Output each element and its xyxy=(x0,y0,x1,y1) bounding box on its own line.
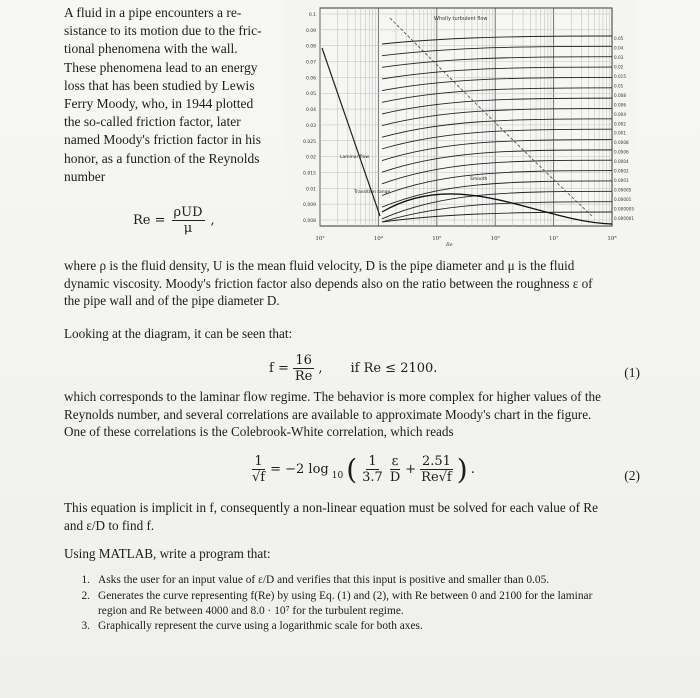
intro-paragraph xyxy=(64,4,282,186)
eq2-number: (2) xyxy=(624,468,640,483)
eq2-lhs-numerator: 1 xyxy=(254,454,263,469)
eq2-close-paren: ) xyxy=(456,452,468,486)
right-tick-label: 0.006 xyxy=(614,102,626,108)
x-tick-label: 10⁴ xyxy=(373,236,384,242)
y-tick-label: 0.08 xyxy=(305,44,316,50)
eq2-term1-denominator: 3.7 xyxy=(362,470,383,485)
eq1-denominator: Re xyxy=(294,369,313,384)
region-label: Smooth xyxy=(470,177,488,182)
x-tick-label: 10⁸ xyxy=(607,236,617,242)
right-tick-label: 0.02 xyxy=(614,64,624,70)
right-tick-label: 0.0004 xyxy=(614,159,629,165)
eq1-condition: if Re ≤ 2100. xyxy=(350,361,438,376)
eq2-log: = −2 log xyxy=(270,462,329,477)
paragraph-line: One of these correlations is the Colebrook-White correlation, which reads xyxy=(64,424,454,440)
intro-line: sistance to its motion due to the fric- xyxy=(64,23,262,39)
y-tick-label: 0.07 xyxy=(305,60,316,66)
intro-line: Ferry Moody, who, in 1944 plotted xyxy=(64,96,254,112)
region-label: Laminar flow xyxy=(340,155,370,160)
re-fraction xyxy=(172,205,205,236)
paragraph-matlab-intro: Using MATLAB, write a program that: xyxy=(64,546,271,561)
task-list xyxy=(64,573,624,635)
eq2-log-base: 10 xyxy=(331,470,344,481)
paragraph-line: the pipe wall and of the pipe diameter D. xyxy=(64,293,280,309)
right-tick-label: 0.0001 xyxy=(614,178,629,184)
equation-2 xyxy=(64,454,640,496)
paragraph-implicit xyxy=(64,499,642,534)
y-tick-label: 0.05 xyxy=(305,92,316,98)
chart-header-label: Wholly turbulent flow xyxy=(434,16,488,22)
right-tick-label: 0.0008 xyxy=(614,140,629,146)
y-tick-label: 0.04 xyxy=(305,108,316,114)
list-item-text: Graphically represent the curve using a logarithmic scale for both axes. xyxy=(98,620,423,633)
right-tick-label: 0.05 xyxy=(614,36,624,41)
y-tick-label: 0.09 xyxy=(305,28,316,34)
eq2-term1-numerator: 1 xyxy=(368,454,377,469)
eq2-term2-fraction xyxy=(419,454,454,485)
right-tick-label: 0.008 xyxy=(614,92,626,98)
list-item xyxy=(64,573,624,588)
right-tick-label: 0.00005 xyxy=(614,187,632,193)
list-item-text: Generates the curve representing f(Re) by using Eq. (1) and (2), with Re between 0 and 2100 for the laminar region and Re between 4000 and 8.0 · 10⁷ for the turbulent regime. xyxy=(98,589,593,617)
eq2-eps-fraction xyxy=(388,454,402,485)
intro-line: number xyxy=(64,168,106,184)
y-tick-label: 0.03 xyxy=(305,123,316,129)
intro-line: tional phenomena with the wall. xyxy=(64,41,238,57)
right-tick-label: 0.00001 xyxy=(614,197,632,203)
eq2-term1-fraction xyxy=(360,454,385,485)
eq1-numerator: 16 xyxy=(295,353,312,368)
paragraph-diagram-intro: Looking at the diagram, it can be seen that: xyxy=(64,326,293,341)
right-tick-label: 0.002 xyxy=(614,121,626,127)
x-tick-label: 10⁶ xyxy=(490,236,500,242)
intro-line: loss that has been studied by Lewis xyxy=(64,77,255,93)
right-tick-label: 0.004 xyxy=(614,111,626,117)
eq1-lhs: f = xyxy=(269,361,289,376)
paragraph-colebrook-intro xyxy=(64,388,642,441)
eq2-term2-denominator: Re√f xyxy=(421,470,452,485)
eq2-term2-numerator: 2.51 xyxy=(421,454,451,469)
list-item-number: 3. xyxy=(81,620,90,633)
y-tick-label: 0.1 xyxy=(308,13,316,18)
region-label: Transition range xyxy=(354,190,391,195)
intro-line: honor, as a function of the Reynolds xyxy=(64,150,260,166)
y-tick-label: 0.02 xyxy=(305,155,316,161)
equation-1 xyxy=(64,353,640,389)
y-tick-label: 0.008 xyxy=(303,219,316,224)
eq2-lhs-fraction xyxy=(250,454,267,485)
list-item xyxy=(64,619,624,634)
moody-chart xyxy=(284,0,636,248)
intro-line: the so-called friction factor, later xyxy=(64,114,241,130)
y-tick-label: 0.009 xyxy=(303,203,316,209)
paragraph-line: dynamic viscosity. Moody's friction factor also depends also on the ratio between the roughness ε of xyxy=(64,275,593,291)
re-lhs: Re = xyxy=(133,213,166,228)
eq2-trail: . xyxy=(470,462,475,477)
y-tick-label: 0.025 xyxy=(303,139,316,145)
list-item xyxy=(64,589,624,619)
intro-line: named Moody's friction factor in his xyxy=(64,132,262,148)
eq2-eps: ε xyxy=(391,454,399,469)
list-item-number: 1. xyxy=(81,574,90,586)
eq1-number: (1) xyxy=(624,365,640,380)
right-tick-label: 0.001 xyxy=(614,130,626,136)
re-denominator: μ xyxy=(183,221,193,236)
eq2-lhs-denominator: √f xyxy=(252,470,266,485)
reynolds-equation xyxy=(133,205,215,236)
x-tick-label: 10³ xyxy=(315,236,325,242)
eq2-eps-denominator: D xyxy=(389,470,401,485)
paragraph-line: which corresponds to the laminar flow regime. The behavior is more complex for higher values of the xyxy=(64,389,601,404)
right-tick-label: 0.0002 xyxy=(614,168,629,174)
paragraph-line: where ρ is the fluid density, U is the mean fluid velocity, D is the pipe diameter and μ is the fluid xyxy=(64,258,575,273)
eq1-trail: , xyxy=(318,361,323,376)
right-tick-label: 0.000005 xyxy=(614,206,634,212)
x-tick-label: 10⁵ xyxy=(432,236,442,242)
right-tick-label: 0.04 xyxy=(614,45,624,51)
right-tick-label: 0.015 xyxy=(614,73,626,79)
x-tick-label: 10⁷ xyxy=(548,236,559,242)
eq2-plus: + xyxy=(405,462,417,477)
list-item-number: 2. xyxy=(81,589,90,602)
y-tick-label: 0.06 xyxy=(305,76,316,82)
re-trail: , xyxy=(210,213,215,228)
right-tick-label: 0.03 xyxy=(614,54,624,60)
paragraph-line: and ε/D to find f. xyxy=(64,517,155,533)
y-tick-label: 0.015 xyxy=(303,171,316,177)
paragraph-line: Reynolds number, and several correlations are available to approximate Moody's chart in the figure. xyxy=(64,406,592,422)
right-tick-label: 0.000001 xyxy=(614,216,634,221)
right-tick-label: 0.01 xyxy=(614,83,624,89)
x-axis-label: Re xyxy=(446,242,453,248)
paragraph-line: This equation is implicit in f, consequently a non-linear equation must be solved for each value of Re xyxy=(64,500,598,515)
intro-line: A fluid in a pipe encounters a re- xyxy=(64,5,242,20)
eq1-fraction xyxy=(293,353,314,384)
eq2-open-paren: ( xyxy=(346,452,358,486)
y-tick-label: 0.01 xyxy=(305,187,316,193)
intro-line: These phenomena lead to an energy xyxy=(64,59,258,75)
list-item-text: Asks the user for an input value of ε/D and verifies that this input is positive and smaller than 0.05. xyxy=(98,574,550,586)
paragraph-definitions xyxy=(64,257,642,310)
re-numerator: ρUD xyxy=(173,205,203,220)
right-tick-label: 0.0006 xyxy=(614,149,629,155)
